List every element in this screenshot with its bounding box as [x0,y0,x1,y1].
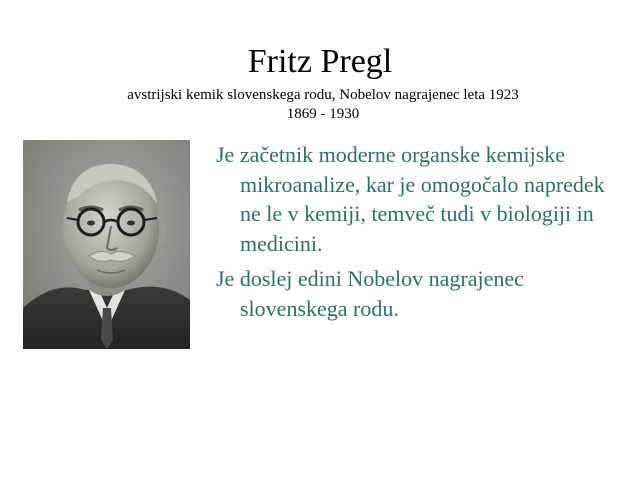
life-years: 1869 - 1930 [286,106,360,122]
body-text [216,140,626,329]
slide-title: Fritz Pregl [247,43,393,80]
paragraph-nobel: Je doslej edini Nobelov nagrajenec slovenskega rodu. [216,266,524,321]
portrait-photo [23,140,190,349]
paragraph-microanalysis: Je začetnik moderne organske kemijske mikroanalize, kar je omogočalo napredek ne le v kemiji, temveč tudi v biologiji in medicini. [216,142,605,256]
slide-subtitle: avstrijski kemik slovenskega rodu, Nobelov nagrajenec leta 1923 [127,87,519,103]
